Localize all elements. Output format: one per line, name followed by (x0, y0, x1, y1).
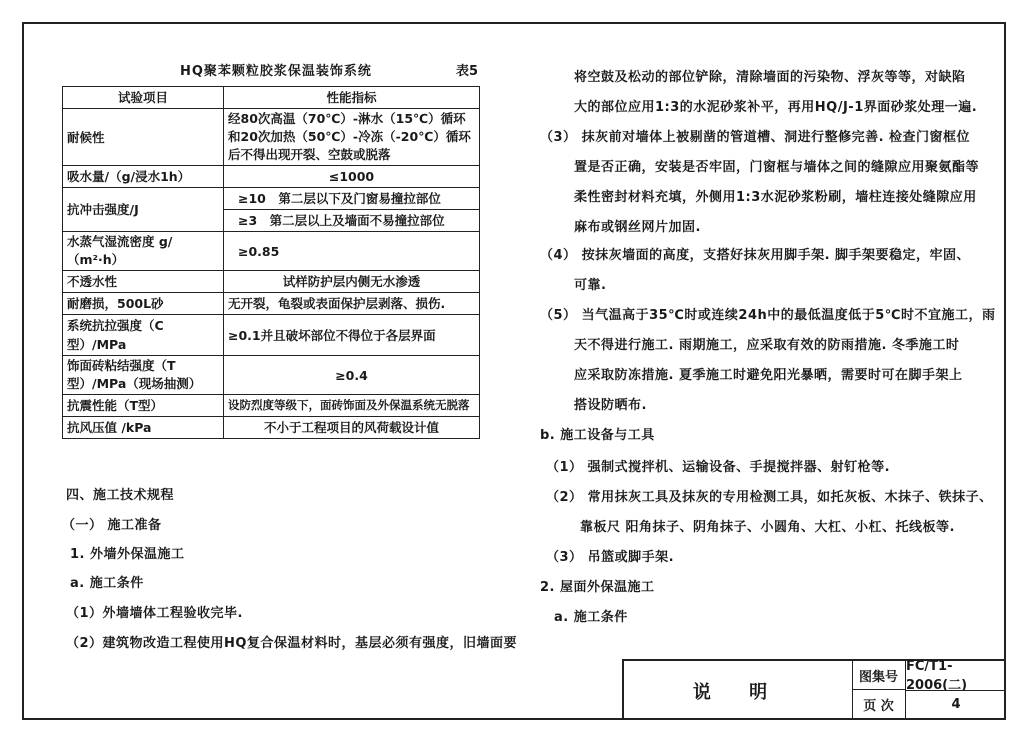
row-item: 耐磨损，500L砂 (63, 293, 224, 315)
paragraph-line: 可靠. (574, 278, 607, 293)
paragraph-line: （3） 吊篮或脚手架. (546, 550, 675, 565)
row-item: 抗冲击强度/J (63, 188, 224, 232)
row-item: 吸水量/（g/浸水1h） (63, 166, 224, 188)
item-heading: 2. 屋面外保温施工 (540, 580, 655, 595)
item-heading: a. 施工条件 (554, 610, 628, 625)
row-item: 不透水性 (63, 271, 224, 293)
paragraph-line: 应采取防冻措施. 夏季施工时避免阳光暴晒，需要时可在脚手架上 (574, 368, 963, 383)
header-performance: 性能指标 (224, 87, 480, 109)
row-value: 无开裂，龟裂或表面保护层剥落、损伤. (224, 293, 480, 315)
item-heading: 1. 外墙外保温施工 (70, 547, 185, 562)
paragraph-line: （2）建筑物改造工程使用HQ复合保温材料时，基层必须有强度，旧墙面要 (66, 636, 517, 651)
table-row (63, 166, 480, 188)
paragraph-line: 麻布或钢丝网片加固. (574, 220, 701, 235)
row-value: ≥0.85 (224, 232, 480, 271)
row-item: 抗震性能（T型） (63, 395, 224, 417)
row-value: 试样防护层内侧无水渗透 (224, 271, 480, 293)
row-item: 抗风压值 /kPa (63, 417, 224, 439)
paragraph-line: 柔性密封材料充填，外侧用1:3水泥砂浆粉刷，墙柱连接处缝隙应用 (574, 190, 977, 205)
table-row (63, 188, 480, 210)
table-title: HQ聚苯颗粒胶浆保温装饰系统 (180, 64, 372, 79)
table-row (63, 109, 480, 166)
table-row (63, 356, 480, 395)
page-label: 页 次 (852, 690, 906, 719)
paragraph-line: （1） 强制式搅拌机、运输设备、手提搅拌器、射钉枪等. (546, 460, 891, 475)
title-block-name: 说 明 (624, 661, 853, 720)
paragraph-line: （3） 抹灰前对墙体上被剔凿的管道槽、洞进行整修完善. 检查门窗框位 (540, 130, 971, 145)
page-number: 4 (951, 697, 961, 712)
paragraph-line: （1）外墙墙体工程验收完毕. (66, 606, 243, 621)
paragraph-line: 天不得进行施工. 雨期施工，应采取有效的防雨措施. 冬季施工时 (574, 338, 960, 353)
title-block (622, 659, 1006, 720)
paragraph-line: 将空鼓及松动的部位铲除，清除墙面的污染物、浮灰等等，对缺陷 (574, 70, 966, 85)
paragraph-line: 搭设防晒布. (574, 398, 647, 413)
section-heading: 四、施工技术规程 (66, 488, 175, 503)
paragraph-line: （5） 当气温高于35℃时或连续24h中的最低温度低于5℃时不宜施工，雨 (540, 308, 996, 323)
atlas-number-label: 图集号 (852, 661, 906, 690)
row-item: 系统抗拉强度（C型）/MPa (63, 315, 224, 356)
performance-table (62, 86, 480, 439)
subsection-heading: （一） 施工准备 (62, 518, 162, 533)
atlas-number-value: FC/T1-2006(二) (906, 661, 1006, 691)
table-row (63, 271, 480, 293)
table-row (63, 315, 480, 356)
paragraph-line: 靠板尺 阳角抹子、阴角抹子、小圆角、大杠、小杠、托线板等. (580, 520, 955, 535)
paragraph-line: （2） 常用抹灰工具及抹灰的专用检测工具，如托灰板、木抹子、铁抹子、 (546, 490, 993, 505)
table-row (63, 417, 480, 439)
row-value: ≤1000 (224, 166, 480, 188)
paragraph-line: 置是否正确，安装是否牢固，门窗框与墙体之间的缝隙应用聚氨酯等 (574, 160, 980, 175)
header-test-item: 试验项目 (63, 87, 224, 109)
item-heading: a. 施工条件 (70, 576, 144, 591)
row-item: 饰面砖粘结强度（T型）/MPa（现场抽测） (63, 356, 224, 395)
row-item: 水蒸气湿流密度 g/（m²·h） (63, 232, 224, 271)
row-value: ≥0.1并且破坏部位不得位于各层界面 (224, 315, 480, 356)
table-number: 表5 (456, 64, 479, 79)
row-value: 设防烈度等级下，面砖饰面及外保温系统无脱落 (224, 395, 480, 417)
row-value: ≥0.4 (224, 356, 480, 395)
paragraph-line: （4） 按抹灰墙面的高度，支搭好抹灰用脚手架. 脚手架要稳定，牢固、 (540, 248, 971, 263)
row-item: 耐候性 (63, 109, 224, 166)
item-heading: b. 施工设备与工具 (540, 428, 655, 443)
table-header-row (63, 87, 480, 109)
row-value: ≥3 第二层以上及墙面不易撞拉部位 (224, 210, 480, 232)
paragraph-line: 大的部位应用1:3的水泥砂浆补平，再用HQ/J-1界面砂浆处理一遍. (574, 100, 978, 115)
table-row (63, 395, 480, 417)
row-value: 经80次高温（70℃）-淋水（15℃）循环和20次加热（50℃）-冷冻（-20℃）循环后不得出现开裂、空鼓或脱落 (224, 109, 480, 166)
table-row (63, 232, 480, 271)
table-row (63, 293, 480, 315)
row-value: 不小于工程项目的风荷载设计值 (224, 417, 480, 439)
row-value: ≥10 第二层以下及门窗易撞拉部位 (224, 188, 480, 210)
